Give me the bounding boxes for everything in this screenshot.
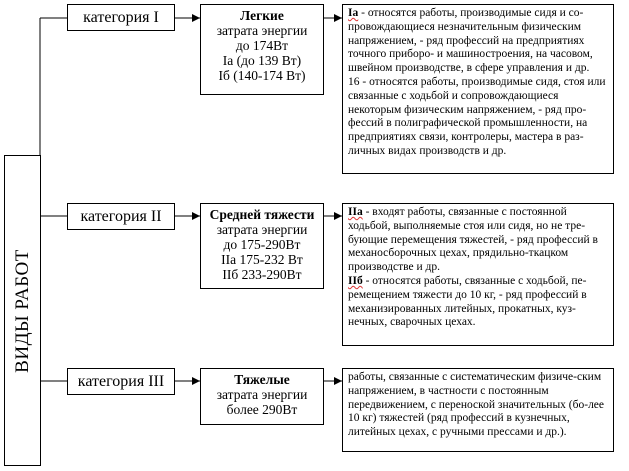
- desc-1-a-text: - относятся работы, производимые сидя и со-провождающиеся незначительным физическим напряжением, - ряд профессий на предприятиях точного приборо- и машиностроения, на часовом, швейном производстве, в сфере управления и др.: [348, 7, 593, 75]
- desc-2-a-text: - входят работы, связанные с постоянной ходьбой, выполняемые стоя или сидя, но не тре-бующие перемещения тяжестей, - ряд профессий в механосборочных цехах, прядильно-ткацком производстве и др.: [348, 206, 598, 274]
- energy-2-box: [200, 203, 324, 289]
- desc-2-b-key: IIб: [348, 274, 363, 287]
- energy-3-title: Тяжелые: [234, 372, 290, 387]
- category-1-box: [67, 4, 175, 31]
- arrowhead-icon: [192, 377, 200, 385]
- desc-2-b-text: - относятся работы, связанные с ходьбой, пе-ремещением тяжести до 10 кг, - ряд профессий в механизированных литейных, прокатных, куз-нечных, сварочных цехах.: [348, 274, 587, 329]
- energy-2-line: IIб 233-290Вт: [222, 267, 302, 282]
- energy-1-line: Iа (до 139 Вт): [222, 53, 302, 68]
- energy-3-line: более 290Вт: [226, 402, 298, 417]
- energy-1-title: Легкие: [240, 8, 284, 23]
- arrowhead-icon: [192, 212, 200, 220]
- description-1-box: [342, 4, 614, 174]
- description-3-box: [342, 368, 614, 452]
- desc-2-a-key: IIа: [348, 206, 363, 218]
- category-3-box: [67, 368, 175, 395]
- arrowhead-icon: [334, 212, 342, 220]
- desc-3-text: работы, связанные с систематическим физиче-ским напряжением, в частности с постоянным передвижением, с переноской значительных (бо-лее 10 кг) тяжестей (ряд профессий в кузнечных, литейных цехах, с ручными прессами и др.).: [348, 371, 605, 439]
- energy-3-line: затрата энергии: [216, 387, 308, 402]
- energy-2-line: IIа 175-232 Вт: [221, 252, 303, 267]
- desc-1-b-text: 16 - относятся работы, производимые сидя, стоя или связанные с ходьбой и сопровождающиеся некоторым физическим напряжением, - ряд про-фессий в полиграфической промышленности, на предприятиях связи, контролеры, мастера в раз-личных видах производств и др.: [348, 75, 606, 157]
- energy-1-line: до 174Вт: [235, 38, 289, 53]
- side-label-box: [4, 155, 41, 466]
- side-label: ВИДЫ РАБОТ: [11, 248, 33, 373]
- category-1-label: категория I: [83, 8, 159, 26]
- category-2-box: [67, 203, 175, 230]
- energy-3-box: [200, 368, 324, 425]
- description-2-box: [342, 203, 614, 346]
- arrowhead-icon: [334, 377, 342, 385]
- arrowhead-icon: [334, 14, 342, 22]
- energy-1-box: [200, 4, 324, 95]
- energy-2-title: Средней тяжести: [209, 207, 315, 222]
- arrowhead-icon: [192, 14, 200, 22]
- category-2-label: категория II: [80, 207, 162, 225]
- desc-1-a-key: Iа: [348, 7, 359, 19]
- energy-2-line: затрата энергии: [216, 222, 308, 237]
- energy-1-line: затрата энергии: [216, 23, 308, 38]
- energy-1-line: Iб (140-174 Вт): [218, 68, 306, 83]
- energy-2-line: до 175-290Вт: [223, 237, 301, 252]
- category-3-label: категория III: [77, 372, 165, 390]
